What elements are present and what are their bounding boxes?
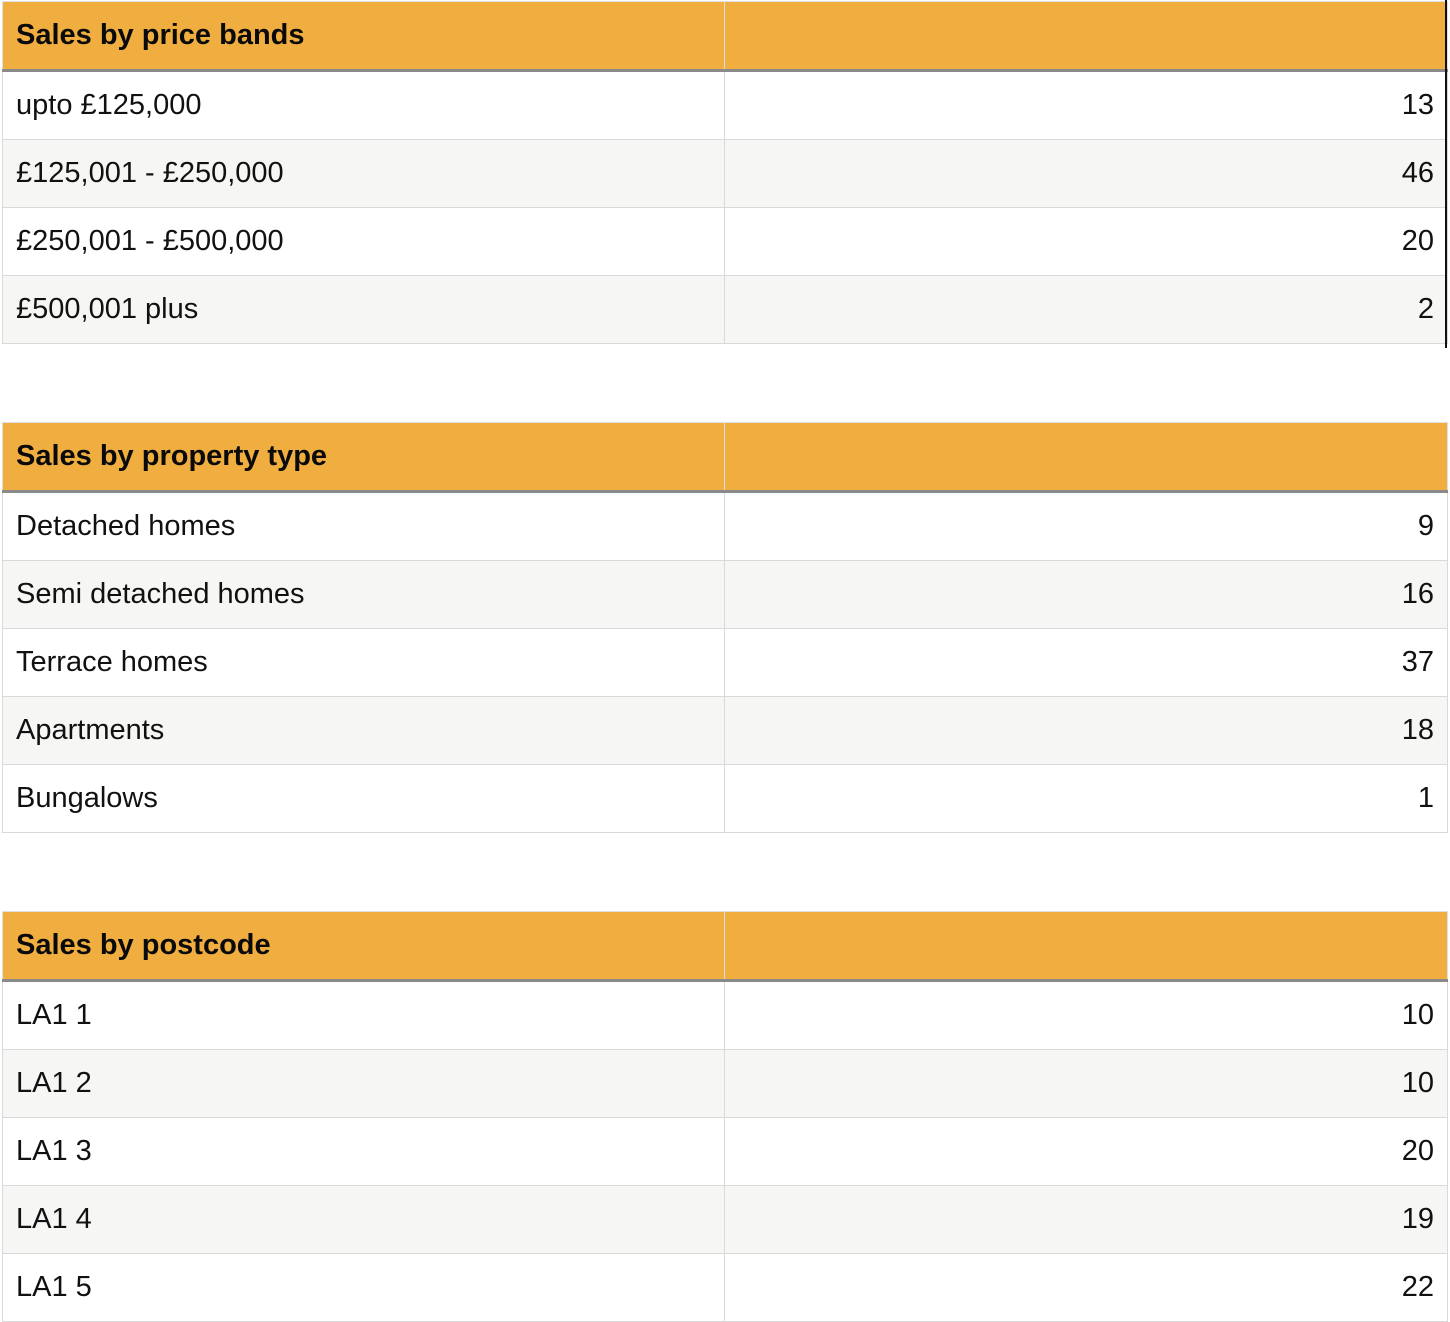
table-row [3,1118,1448,1186]
row-label: upto £125,000 [3,71,725,140]
table-row [3,1186,1448,1254]
table-row [3,981,1448,1050]
row-value: 20 [725,208,1448,276]
table-title: Sales by postcode [3,912,725,981]
table-edge-divider [1445,0,1447,348]
table-header-blank [725,912,1448,981]
table-row [3,71,1448,140]
row-value: 19 [725,1186,1448,1254]
row-value: 22 [725,1254,1448,1322]
row-label: Apartments [3,697,725,765]
row-label: Semi detached homes [3,561,725,629]
row-value: 18 [725,697,1448,765]
row-value: 37 [725,629,1448,697]
table-header-blank [725,2,1448,71]
row-value: 16 [725,561,1448,629]
row-label: £125,001 - £250,000 [3,140,725,208]
row-label: £250,001 - £500,000 [3,208,725,276]
row-label: LA1 4 [3,1186,725,1254]
table-row [3,697,1448,765]
table-header-blank [725,423,1448,492]
table-row [3,492,1448,561]
table-title: Sales by price bands [3,2,725,71]
table-row [3,140,1448,208]
row-label: LA1 2 [3,1050,725,1118]
row-value: 46 [725,140,1448,208]
table-row [3,1050,1448,1118]
table-row [3,276,1448,344]
table-header-row [3,423,1448,492]
table-row [3,208,1448,276]
table-header-row [3,2,1448,71]
row-value: 1 [725,765,1448,833]
price-bands-table [2,1,1448,344]
row-label: £500,001 plus [3,276,725,344]
table-row [3,765,1448,833]
table-header-row [3,912,1448,981]
row-label: LA1 1 [3,981,725,1050]
row-label: LA1 3 [3,1118,725,1186]
table-title: Sales by property type [3,423,725,492]
row-value: 10 [725,981,1448,1050]
postcode-table [2,911,1448,1322]
table-row [3,561,1448,629]
property-type-table [2,422,1448,833]
row-value: 10 [725,1050,1448,1118]
table-row [3,1254,1448,1322]
row-label: Detached homes [3,492,725,561]
row-value: 2 [725,276,1448,344]
row-value: 13 [725,71,1448,140]
row-value: 20 [725,1118,1448,1186]
row-label: Terrace homes [3,629,725,697]
row-label: LA1 5 [3,1254,725,1322]
table-row [3,629,1448,697]
row-value: 9 [725,492,1448,561]
row-label: Bungalows [3,765,725,833]
